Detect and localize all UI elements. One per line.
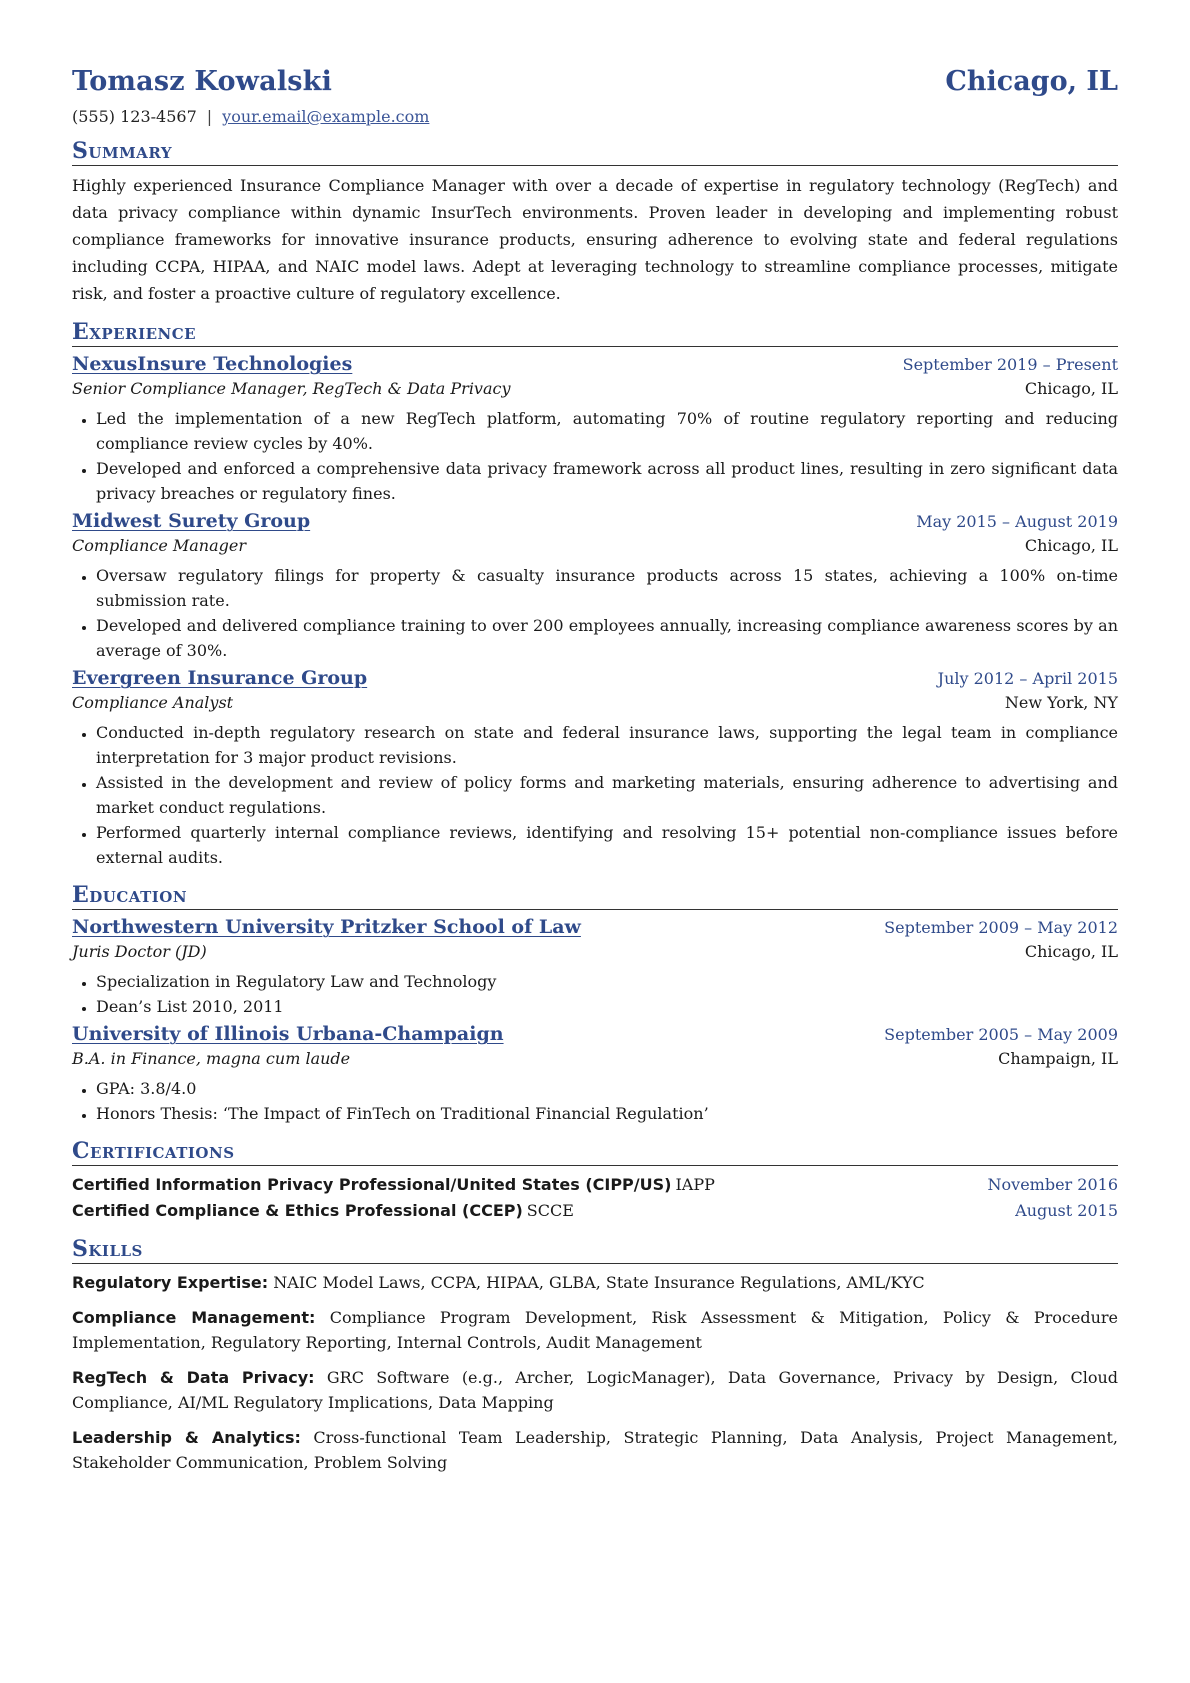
skill-label: Compliance Management: bbox=[72, 1308, 316, 1327]
list-item: • Assisted in the development and review of policy forms and marketing materials, ensuring adherence to advertising and market conduct regulations. bbox=[96, 770, 1118, 820]
skill-label: Regulatory Expertise: bbox=[72, 1273, 269, 1292]
certification-row bbox=[72, 1198, 1118, 1224]
skill-list: NAIC Model Laws, CCPA, HIPAA, GLBA, State Insurance Regulations, AML/KYC bbox=[273, 1273, 925, 1292]
entry-date: May 2015 – August 2019 bbox=[916, 512, 1118, 531]
list-item: • Developed and delivered compliance training to over 200 employees annually, increasing compliance awareness scores by an average of 30%. bbox=[96, 613, 1118, 663]
list-item: • Specialization in Regulatory Law and Technology bbox=[96, 969, 1118, 994]
contact-line bbox=[72, 107, 1118, 126]
skill-list: Cross-functional Team Leadership, Strategic Planning, Data Analysis, Project Management, Stakeholder Communication, Problem Solving bbox=[72, 1428, 1118, 1472]
employer-link[interactable]: Evergreen Insurance Group bbox=[72, 667, 368, 689]
section-title-certifications: Certifications bbox=[72, 1138, 1118, 1166]
skill-list: GRC Software (e.g., Archer, LogicManager), Data Governance, Privacy by Design, Cloud Compliance, AI/ML Regulatory Implications, Data Mapping bbox=[72, 1368, 1119, 1412]
certifications-section bbox=[72, 1138, 1118, 1224]
experience-entry bbox=[72, 667, 1118, 870]
education-entry bbox=[72, 1023, 1118, 1126]
entry-date: September 2009 – May 2012 bbox=[884, 918, 1118, 937]
list-item: • Conducted in-depth regulatory research on state and federal insurance laws, supporting the legal team in compliance interpretation for 3 major product revisions. bbox=[96, 720, 1118, 770]
education-details-list bbox=[72, 969, 1118, 1019]
entry-date: July 2012 – April 2015 bbox=[937, 669, 1118, 688]
degree-title: Juris Doctor (JD) bbox=[72, 942, 207, 961]
entry-date: September 2005 – May 2009 bbox=[884, 1025, 1118, 1044]
job-title: Senior Compliance Manager, RegTech & Data Privacy bbox=[72, 379, 511, 398]
education-section bbox=[72, 882, 1118, 1126]
certification-name: Certified Information Privacy Professional/United States (CIPP/US) bbox=[72, 1175, 672, 1194]
certification-date: November 2016 bbox=[987, 1175, 1118, 1194]
summary-text: Highly experienced Insurance Compliance Manager with over a decade of expertise in regulatory technology (RegTech) and data privacy compliance within dynamic InsurTech environments. Proven leader in developing and implementing robust compliance frameworks for innovative insurance products, ensuring adherence to evolving state and federal regulations including CCPA, HIPAA, and NAIC model laws. Adept at leveraging technology to streamline compliance processes, mitigate risk, and foster a proactive culture of regulatory excellence. bbox=[72, 176, 1118, 303]
experience-section bbox=[72, 319, 1118, 870]
skill-group bbox=[72, 1305, 1118, 1355]
resume-header bbox=[72, 66, 1118, 97]
education-entry bbox=[72, 916, 1118, 1019]
phone-number: (555) 123-4567 bbox=[72, 107, 197, 126]
school-link[interactable]: University of Illinois Urbana-Champaign bbox=[72, 1023, 504, 1045]
section-title-experience: Experience bbox=[72, 319, 1118, 347]
list-item: • Dean’s List 2010, 2011 bbox=[96, 994, 1118, 1019]
entry-location: Chicago, IL bbox=[1024, 536, 1118, 555]
certification-row bbox=[72, 1172, 1118, 1198]
list-item: • Honors Thesis: ‘The Impact of FinTech on Traditional Financial Regulation’ bbox=[96, 1101, 1118, 1126]
entry-location: New York, NY bbox=[1004, 693, 1118, 712]
entry-location: Chicago, IL bbox=[1024, 942, 1118, 961]
education-details-list bbox=[72, 1076, 1118, 1126]
list-item: • Developed and enforced a comprehensive data privacy framework across all product lines, resulting in zero significant data privacy breaches or regulatory fines. bbox=[96, 456, 1118, 506]
skill-group bbox=[72, 1365, 1118, 1415]
experience-entry bbox=[72, 353, 1118, 506]
contact-separator: | bbox=[206, 107, 213, 126]
job-title: Compliance Manager bbox=[72, 536, 247, 555]
employer-link[interactable]: NexusInsure Technologies bbox=[72, 353, 353, 375]
certification-issuer: SCCE bbox=[526, 1201, 574, 1220]
list-item: • GPA: 3.8/4.0 bbox=[96, 1076, 1118, 1101]
section-title-education: Education bbox=[72, 882, 1118, 910]
certification-name: Certified Compliance & Ethics Professional (CCEP) bbox=[72, 1201, 523, 1220]
achievement-list bbox=[72, 406, 1118, 506]
skill-list: Compliance Program Development, Risk Assessment & Mitigation, Policy & Procedure Implementation, Regulatory Reporting, Internal Controls, Audit Management bbox=[72, 1308, 1119, 1352]
job-title: Compliance Analyst bbox=[72, 693, 234, 712]
skill-group bbox=[72, 1270, 1118, 1295]
degree-title: B.A. in Finance, magna cum laude bbox=[72, 1049, 351, 1068]
entry-location: Champaign, IL bbox=[998, 1049, 1118, 1068]
summary-section bbox=[72, 138, 1118, 307]
candidate-location: Chicago, IL bbox=[945, 66, 1118, 97]
section-title-skills: Skills bbox=[72, 1236, 1118, 1264]
entry-location: Chicago, IL bbox=[1024, 379, 1118, 398]
entry-date: September 2019 – Present bbox=[902, 355, 1118, 374]
achievement-list bbox=[72, 563, 1118, 663]
school-link[interactable]: Northwestern University Pritzker School of Law bbox=[72, 916, 581, 938]
candidate-name: Tomasz Kowalski bbox=[72, 66, 333, 97]
certification-issuer: IAPP bbox=[675, 1175, 715, 1194]
skill-label: Leadership & Analytics: bbox=[72, 1428, 301, 1447]
skill-label: RegTech & Data Privacy: bbox=[72, 1368, 315, 1387]
employer-link[interactable]: Midwest Surety Group bbox=[72, 510, 311, 532]
skills-section bbox=[72, 1236, 1118, 1475]
certification-date: August 2015 bbox=[1015, 1201, 1118, 1220]
achievement-list bbox=[72, 720, 1118, 870]
list-item: • Led the implementation of a new RegTech platform, automating 70% of routine regulatory reporting and reducing compliance review cycles by 40%. bbox=[96, 406, 1118, 456]
experience-entry bbox=[72, 510, 1118, 663]
list-item: • Performed quarterly internal compliance reviews, identifying and resolving 15+ potential non-compliance issues before external audits. bbox=[96, 820, 1118, 870]
section-title-summary: Summary bbox=[72, 138, 1118, 166]
list-item: • Oversaw regulatory filings for property & casualty insurance products across 15 states, achieving a 100% on-time submission rate. bbox=[96, 563, 1118, 613]
email-link[interactable]: your.email@example.com bbox=[222, 107, 430, 126]
skill-group bbox=[72, 1425, 1118, 1475]
